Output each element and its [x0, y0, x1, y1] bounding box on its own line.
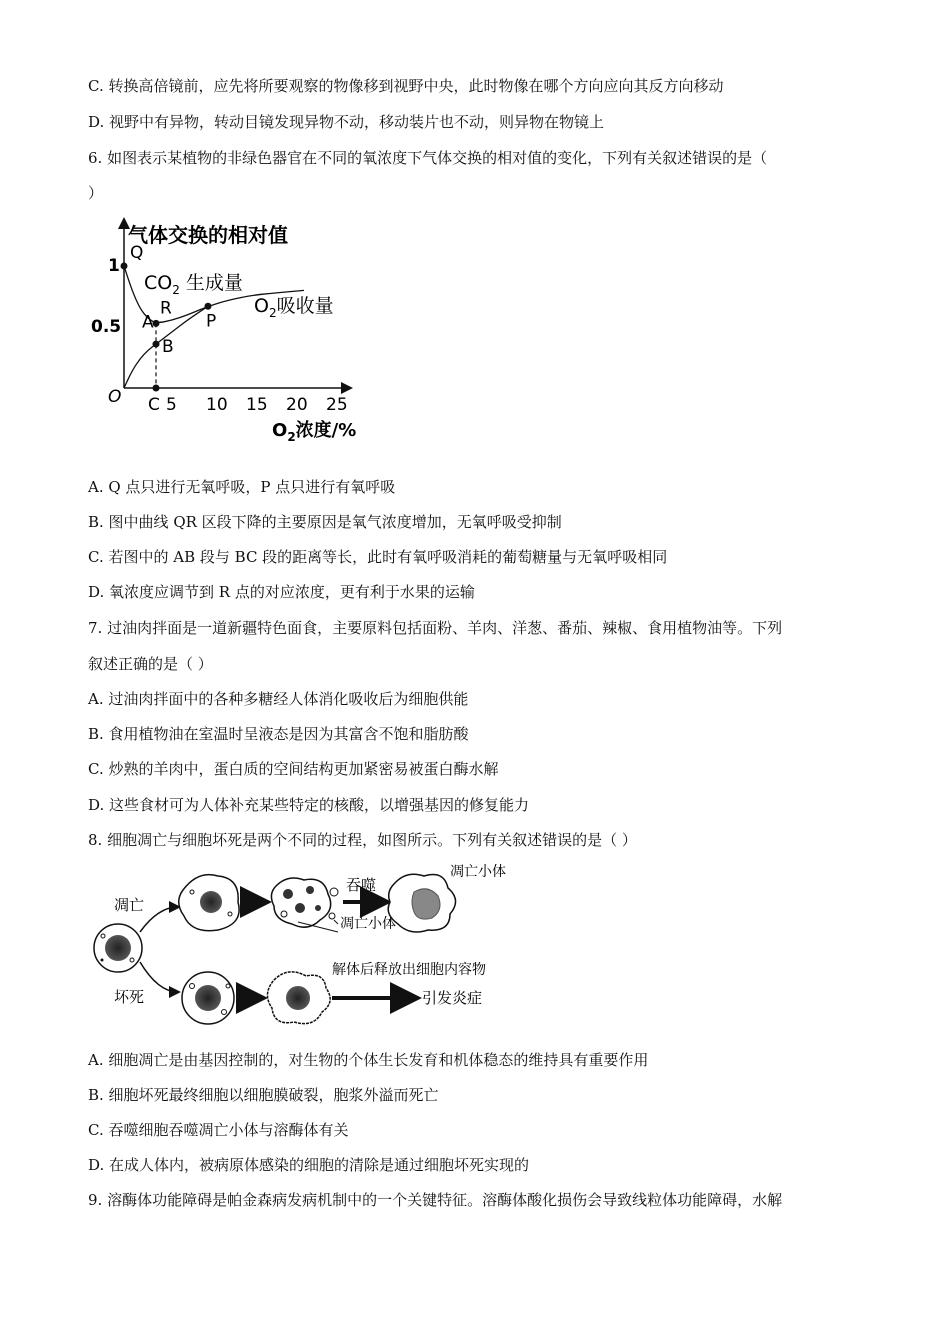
- q5-option-d: D. 视野中有异物，转动目镜发现异物不动，移动装片也不动，则异物在物镜上: [88, 113, 605, 131]
- q7-option-c: C. 炒熟的羊肉中，蛋白质的空间结构更加紧密易被蛋白酶水解: [88, 760, 499, 778]
- x-tick-25: 25: [326, 395, 348, 415]
- label-apoptotic-body-1: 凋亡小体: [340, 916, 396, 932]
- original-cell: [94, 924, 142, 972]
- q8-option-c: C. 吞噬细胞吞噬凋亡小体与溶酶体有关: [88, 1121, 349, 1139]
- q6-stem: 6. 如图表示某植物的非绿色器官在不同的氧浓度下气体交换的相对值的变化，下列有关叙述错误的是（: [88, 149, 768, 167]
- q6-option-c: C. 若图中的 AB 段与 BC 段的距离等长，此时有氧呼吸消耗的葡萄糖量与无氧呼吸相同: [88, 548, 668, 566]
- label-release: 解体后释放出细胞内容物: [332, 962, 486, 978]
- label-inflammation: 引发炎症: [422, 989, 483, 1007]
- necrotic-cell-2: [267, 972, 330, 1024]
- q6-stem-close: ）: [88, 184, 104, 202]
- y-tick-05: 0.5: [91, 317, 122, 337]
- q8-option-b: B. 细胞坏死最终细胞以细胞膜破裂，胞浆外溢而死亡: [88, 1086, 439, 1104]
- label-apoptosis: 凋亡: [114, 896, 145, 914]
- x-tick-20: 20: [286, 395, 308, 415]
- q7-stem: 7. 过油肉拌面是一道新疆特色面食，主要原料包括面粉、羊肉、洋葱、番茄、辣椒、食用植物油等。下列: [88, 619, 783, 637]
- legend-co2: $CO_2$ 生成量: [144, 272, 243, 297]
- q8-stem: 8. 细胞凋亡与细胞坏死是两个不同的过程，如图所示。下列有关叙述错误的是（ ）: [88, 831, 637, 849]
- point-P: [205, 303, 212, 310]
- point-Q: [121, 263, 128, 270]
- q8-diagram: [88, 862, 508, 1030]
- arrow-to-apoptosis: [140, 907, 178, 932]
- point-C: [153, 385, 160, 392]
- point-label-R: R: [160, 298, 172, 319]
- point-label-P: P: [206, 311, 217, 332]
- q9-stem: 9. 溶酶体功能障碍是帕金森病发病机制中的一个关键特征。溶酶体酸化损伤会导致线粒体功能障碍，水解: [88, 1191, 783, 1209]
- label-necrosis: 坏死: [114, 988, 145, 1006]
- fragmenting-cell: [271, 878, 338, 927]
- y-tick-1: 1: [108, 256, 120, 276]
- point-label-A: A: [142, 312, 154, 333]
- point-B: [153, 341, 160, 348]
- phagocyte: [388, 874, 455, 932]
- legend-o2: $O_2$吸收量: [254, 295, 334, 320]
- q7-stem-2: 叙述正确的是（ ）: [88, 655, 213, 673]
- q6-chart: [88, 212, 378, 452]
- apoptotic-cell: [179, 875, 239, 931]
- q8-option-d: D. 在成人体内，被病原体感染的细胞的清除是通过细胞坏死实现的: [88, 1156, 530, 1174]
- chart-title: 气体交换的相对值: [128, 223, 288, 247]
- point-label-Q: Q: [130, 243, 144, 263]
- x-tick-10: 10: [206, 395, 228, 415]
- q5-option-c: C. 转换高倍镜前，应先将所要观察的物像移到视野中央，此时物像在哪个方向应向其反方向移动: [88, 77, 724, 95]
- x-tick-5: 5: [166, 395, 177, 415]
- q6-option-a: A. Q 点只进行无氧呼吸，P 点只进行有氧呼吸: [88, 478, 396, 496]
- necrotic-cell-1: [182, 972, 234, 1024]
- point-label-C: C: [148, 395, 160, 415]
- q7-option-b: B. 食用植物油在室温时呈液态是因为其富含不饱和脂肪酸: [88, 725, 469, 743]
- origin-label: O: [108, 387, 122, 407]
- q6-option-d: D. 氧浓度应调节到 R 点的对应浓度，更有利于水果的运输: [88, 583, 475, 601]
- arrow-to-necrosis: [140, 962, 178, 992]
- q7-option-d: D. 这些食材可为人体补充某些特定的核酸，以增强基因的修复能力: [88, 796, 530, 814]
- x-axis-label: $O_2$浓度/%: [272, 420, 357, 444]
- label-apoptotic-body-2: 凋亡小体: [450, 864, 506, 880]
- q6-option-b: B. 图中曲线 QR 区段下降的主要原因是氧气浓度增加，无氧呼吸受抑制: [88, 513, 562, 531]
- x-tick-15: 15: [246, 395, 268, 415]
- q7-option-a: A. 过油肉拌面中的各种多糖经人体消化吸收后为细胞供能: [88, 690, 469, 708]
- point-label-B: B: [162, 337, 174, 358]
- label-phagocytosis: 吞噬: [346, 876, 377, 894]
- q8-option-a: A. 细胞凋亡是由基因控制的，对生物的个体生长发育和机体稳态的维持具有重要作用: [88, 1051, 649, 1069]
